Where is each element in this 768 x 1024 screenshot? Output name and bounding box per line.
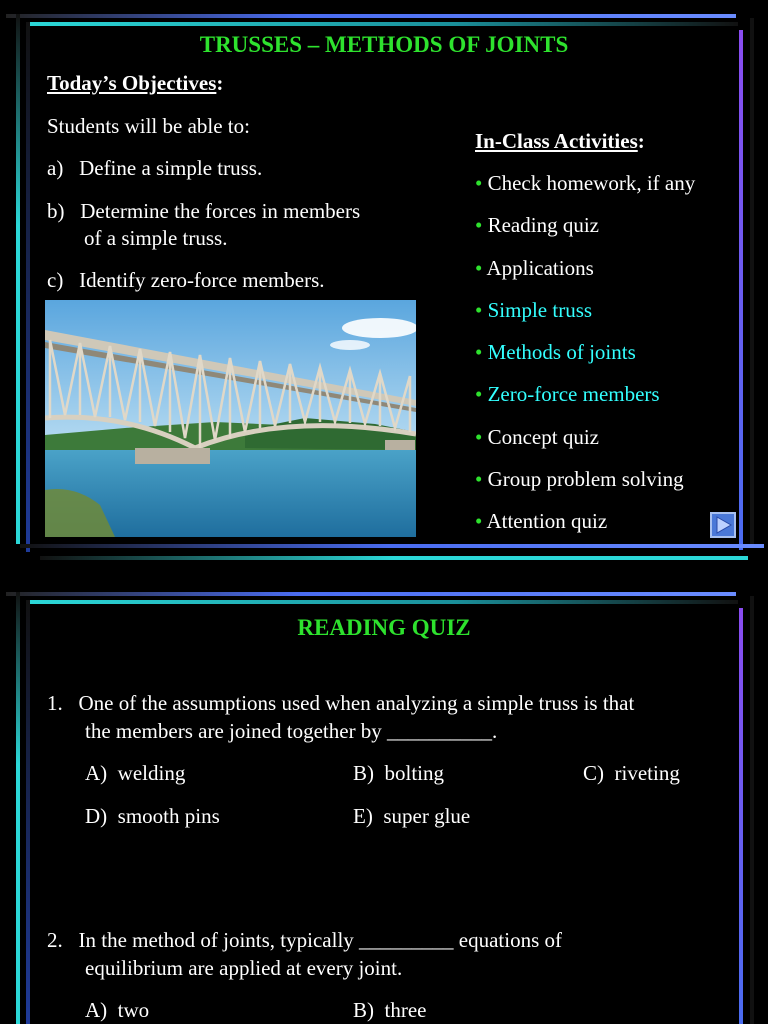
q1-option-d: D) smooth pins — [85, 804, 220, 828]
question-2-line2: equilibrium are applied at every joint. — [85, 956, 403, 980]
next-slide-button[interactable] — [710, 512, 736, 538]
frame-left-bar-2 — [26, 600, 30, 1024]
q1-option-c: C) riveting — [583, 761, 680, 785]
q1-option-b: B) bolting — [353, 761, 445, 785]
frame-right-bar — [739, 608, 743, 1024]
frame-top-bar — [6, 592, 736, 596]
frame-left-bar — [16, 592, 20, 1024]
q2-option-b: B) three — [353, 998, 427, 1022]
activities-heading: In-Class Activities: — [475, 129, 645, 153]
objective-c: c) Identify zero-force members. — [47, 268, 325, 292]
slide-reading-quiz — [0, 590, 768, 1024]
frame-top-bar-2 — [28, 600, 738, 604]
frame-right-bar-2 — [750, 596, 754, 1024]
frame-right-bar-2 — [750, 18, 754, 548]
frame-bottom-bar-2 — [40, 556, 748, 560]
activity-item: • Attention quiz — [475, 509, 608, 533]
objectives-heading: Today’s Objectives: — [47, 71, 224, 95]
truss-bridge-photo — [45, 300, 416, 537]
slide-title: TRUSSES – METHODS OF JOINTS — [199, 32, 569, 57]
objectives-intro: Students will be able to: — [47, 114, 250, 138]
q1-option-e: E) super glue — [353, 804, 471, 828]
objective-b: b) Determine the forces in members — [47, 199, 361, 223]
play-arrow-icon — [712, 514, 734, 536]
frame-left-bar-2 — [26, 22, 30, 552]
q1-option-a: A) welding — [85, 761, 186, 785]
activity-item: • Concept quiz — [475, 425, 599, 449]
question-1-line2: the members are joined together by __________. — [85, 719, 498, 743]
activity-item: • Group problem solving — [475, 467, 684, 491]
activity-item: • Simple truss — [475, 298, 593, 322]
objective-a: a) Define a simple truss. — [47, 156, 263, 180]
question-2: 2. In the method of joints, typically _________ equations of — [47, 928, 563, 952]
frame-top-bar — [6, 14, 736, 18]
activity-item: • Reading quiz — [475, 213, 599, 237]
activity-item: • Methods of joints — [475, 340, 636, 364]
activity-item: • Applications — [475, 256, 594, 280]
slide-title: READING QUIZ — [297, 615, 471, 640]
frame-right-bar — [739, 30, 743, 550]
q2-option-a: A) two — [85, 998, 150, 1022]
frame-left-bar — [16, 14, 20, 544]
activity-item: • Zero-force members — [475, 382, 660, 406]
question-1: 1. One of the assumptions used when analyzing a simple truss is that — [47, 691, 635, 715]
frame-bottom-bar — [20, 544, 764, 548]
activity-item: • Check homework, if any — [475, 171, 696, 195]
frame-top-bar-2 — [28, 22, 738, 26]
objective-b-line2: of a simple truss. — [84, 226, 228, 250]
